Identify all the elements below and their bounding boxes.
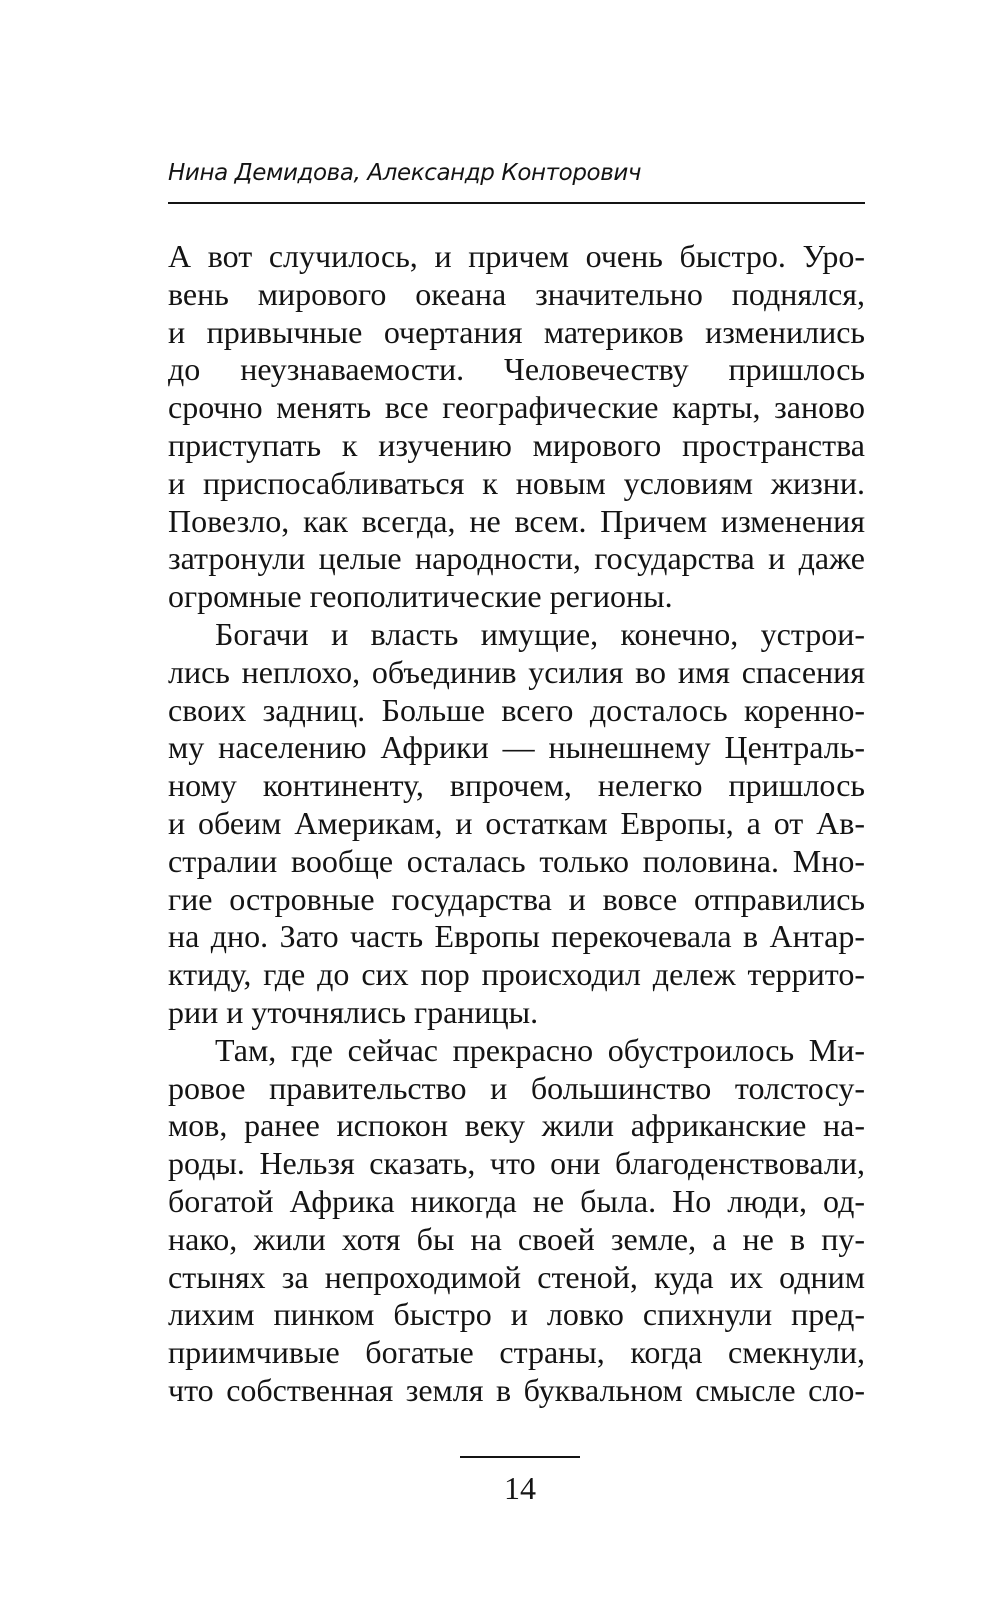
text-line: Повезло, как всегда, не всем. Причем изменения (168, 502, 865, 539)
text-line: и обеим Америкам, и остаткам Европы, а от Ав- (168, 804, 865, 841)
text-line: Богачи и власть имущие, конечно, устрои- (215, 615, 865, 652)
text-line: срочно менять все географические карты, заново (168, 389, 865, 426)
text-line: богатой Африка никогда не была. Но люди, од- (168, 1182, 865, 1219)
text-line: мов, ранее испокон веку жили африканские на- (168, 1107, 865, 1144)
text-line: огромные геополитические регионы. (168, 578, 673, 615)
text-line: до неузнаваемости. Человечеству пришлось (168, 351, 865, 388)
text-line: ному континенту, впрочем, нелегко пришлось (168, 767, 865, 804)
text-line: и привычные очертания материков изменились (168, 313, 865, 350)
text-line: и приспосабливаться к новым условиям жизни. (168, 464, 865, 501)
text-line: лихим пинком быстро и ловко спихнули пред- (168, 1296, 865, 1333)
page-number: 14 (504, 1470, 536, 1506)
paragraph (168, 238, 865, 616)
text-line: му населению Африки — нынешнему Централь- (168, 729, 865, 766)
text-line: ктиду, где до сих пор происходил дележ террито- (168, 956, 865, 993)
text-line: роды. Нельзя сказать, что они благоденствовали, (168, 1145, 865, 1182)
text-line: рии и уточнялись границы. (168, 993, 539, 1030)
body-text (168, 238, 865, 1410)
text-line: приступать к изучению мирового пространства (168, 426, 865, 463)
running-header-title: Нина Демидова, Александр Конторович (168, 160, 642, 186)
paragraph (168, 1032, 865, 1410)
text-line: гие островные государства и вовсе отправились (168, 880, 865, 917)
footer-divider (460, 1456, 580, 1458)
text-line: стралии вообще осталась только половина. Мно- (168, 842, 865, 879)
text-line: Там, где сейчас прекрасно обустроилось Ми- (215, 1031, 865, 1068)
text-line: стынях за непроходимой стеной, куда их одним (168, 1258, 865, 1295)
paragraph (168, 616, 865, 1032)
text-line: на дно. Зато часть Европы перекочевала в Антар- (168, 918, 865, 955)
text-line: своих задниц. Больше всего досталось коренно- (168, 691, 865, 728)
running-header (168, 156, 865, 204)
text-line: что собственная земля в буквальном смысле сло- (168, 1371, 865, 1408)
text-line: ровое правительство и большинство толстосу- (168, 1069, 865, 1106)
text-line: лись неплохо, объединив усилия во имя спасения (168, 653, 865, 690)
text-line: вень мирового океана значительно поднялся, (168, 275, 865, 312)
text-line: приимчивые богатые страны, когда смекнули, (168, 1334, 865, 1371)
text-line: затронули целые народности, государства и даже (168, 540, 865, 577)
text-line: нако, жили хотя бы на своей земле, а не в пу- (168, 1220, 865, 1257)
text-line: А вот случилось, и причем очень быстро. Уро- (168, 238, 865, 274)
page-footer (460, 1456, 580, 1506)
